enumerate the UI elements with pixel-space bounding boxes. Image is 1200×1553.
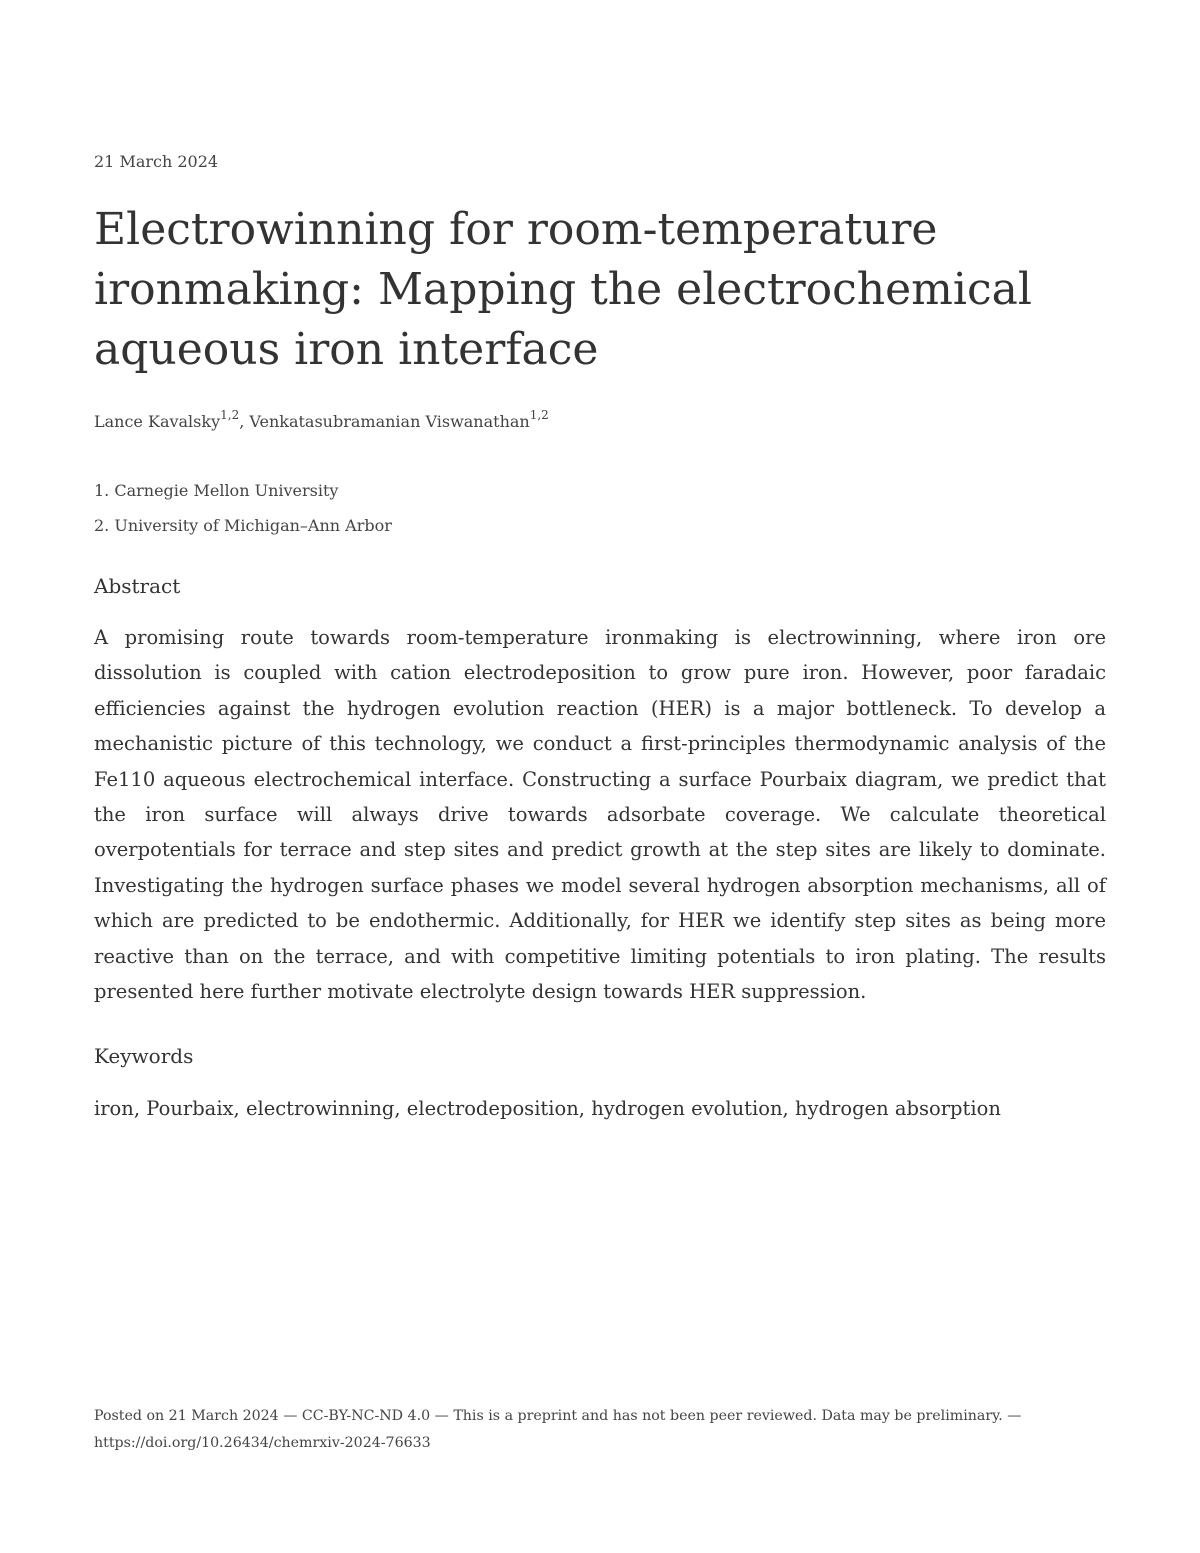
paper-title: Electrowinning for room-temperature ironmaking: Mapping the electrochemical aqueous iron interface [94, 204, 1032, 375]
affiliation-item: 1. Carnegie Mellon University [94, 481, 339, 500]
affiliation-item: 2. University of Michigan–Ann Arbor [94, 516, 392, 535]
preprint-footer: Posted on 21 March 2024 — CC-BY-NC-ND 4.0 — This is a preprint and has not been peer reviewed. Data may be preliminary. — https://doi.org/10.26434/chemrxiv-2024-76633 [94, 1408, 1022, 1451]
abstract-heading: Abstract [94, 574, 181, 598]
author-separator: , [239, 412, 250, 431]
abstract-text: A promising route towards room-temperature ironmaking is electrowinning, where iron ore dissolution is coupled with cation electrodeposition to grow pure iron. However, poor faradaic efficiencies against the hydrogen evolution reaction (HER) is a major bottleneck. To develop a mechanistic picture of this technology, we conduct a first-principles thermodynamic analysis of the Fe110 aqueous electrochemical interface. Constructing a surface Pourbaix diagram, we predict that the iron surface will always drive towards adsorbate coverage. We calculate theoretical overpotentials for terrace and step sites and predict growth at the step sites are likely to dominate. Investigating the hydrogen surface phases we model several hydrogen absorption mechanisms, all of which are predicted to be endothermic. Additionally, for HER we identify step sites as being more reactive than on the terrace, and with competitive limiting potentials to iron plating. The results presented here further motivate electrolyte design towards HER suppression. [94, 626, 1106, 1004]
author-name: Venkatasubramanian Viswanathan [249, 412, 530, 431]
keywords-heading: Keywords [94, 1044, 194, 1068]
author-name: Lance Kavalsky [94, 412, 221, 431]
author-affiliation-marker: 1,2 [220, 407, 240, 422]
publication-date: 21 March 2024 [94, 152, 219, 171]
author-list [94, 409, 549, 435]
keywords-text: iron, Pourbaix, electrowinning, electrodeposition, hydrogen evolution, hydrogen absorption [94, 1097, 1001, 1120]
affiliation-list [94, 473, 392, 543]
author-affiliation-marker: 1,2 [529, 407, 549, 422]
